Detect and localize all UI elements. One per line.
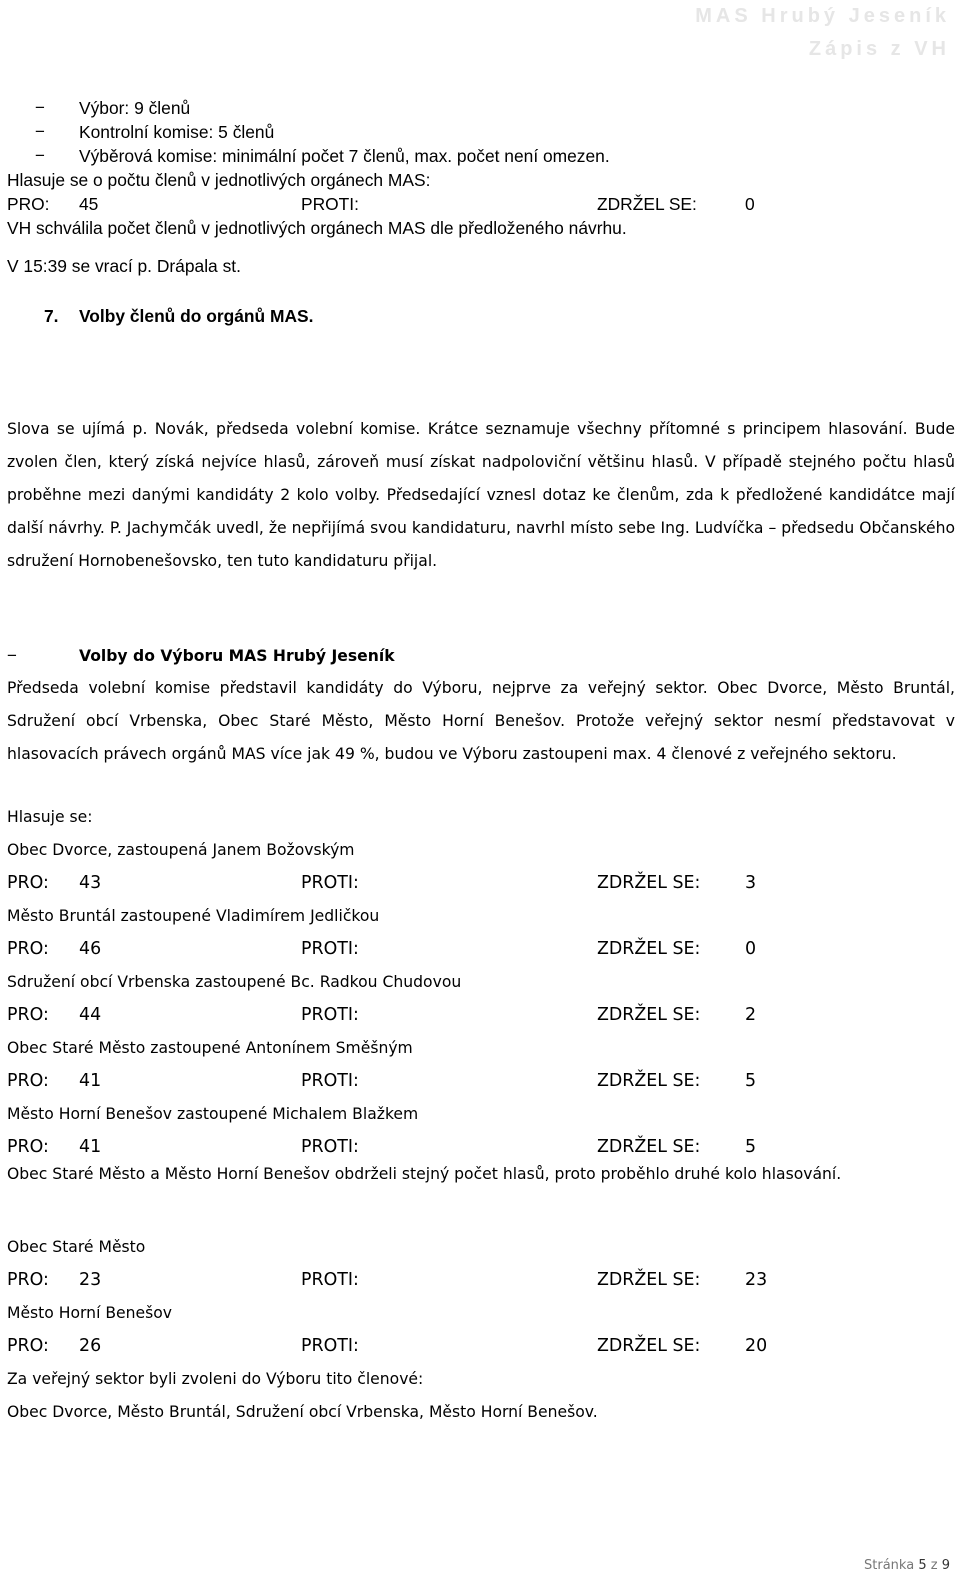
vote-row: [0, 1136, 960, 1158]
zdrzel-label: ZDRŽEL SE:: [597, 939, 701, 959]
zdrzel-label: ZDRŽEL SE:: [597, 1005, 701, 1025]
footer-page: 5: [918, 1558, 927, 1573]
list-item: Výběrová komise: minimální počet 7 členů, max. počet není omezen.: [79, 146, 610, 166]
candidate-name: Obec Staré Město zastoupené Antonínem Směšným: [7, 1039, 413, 1057]
pro-label: PRO:: [7, 1071, 49, 1091]
pro-value: 41: [79, 1071, 102, 1091]
elected-intro: Za veřejný sektor byli zvoleni do Výboru tito členové:: [7, 1370, 424, 1388]
pro-value: 23: [79, 1270, 102, 1290]
pro-label: PRO:: [7, 1137, 49, 1157]
section-number: 7.: [44, 306, 59, 326]
zdrzel-value: 0: [745, 939, 757, 959]
zdrzel-label: ZDRŽEL SE:: [597, 1071, 701, 1091]
pro-value: 46: [79, 939, 102, 959]
return-note: V 15:39 se vrací p. Drápala st.: [7, 256, 241, 276]
elected-list: Obec Dvorce, Město Bruntál, Sdružení obcí Vrbenska, Město Horní Benešov.: [7, 1403, 598, 1421]
pro-label: PRO:: [7, 1270, 49, 1290]
pro-label: PRO:: [7, 194, 50, 214]
vote-row: [0, 1004, 960, 1026]
proti-label: PROTI:: [301, 194, 359, 214]
zdrzel-label: ZDRŽEL SE:: [597, 1270, 701, 1290]
pro-label: PRO:: [7, 939, 49, 959]
tie-note: Obec Staré Město a Město Horní Benešov obdrželi stejný počet hlasů, proto proběhlo druhé kolo hlasování.: [7, 1165, 842, 1183]
section-title: Volby členů do orgánů MAS.: [79, 306, 314, 326]
candidate-name: Město Horní Benešov: [7, 1304, 173, 1322]
proti-label: PROTI:: [301, 1336, 359, 1356]
zdrzel-value: 0: [745, 194, 755, 214]
zdrzel-value: 20: [745, 1336, 768, 1356]
candidate-name: Město Bruntál zastoupené Vladimírem Jedličkou: [7, 907, 380, 925]
candidate-name: Obec Staré Město: [7, 1238, 146, 1256]
vote-intro: Hlasuje se o počtu členů v jednotlivých orgánech MAS:: [7, 170, 431, 190]
zdrzel-value: 5: [745, 1071, 757, 1091]
vote-row: [0, 193, 960, 215]
pro-value: 43: [79, 873, 102, 893]
vote-row: [0, 1269, 960, 1291]
list-item: Kontrolní komise: 5 členů: [79, 122, 275, 142]
pro-value: 45: [79, 194, 99, 214]
proti-label: PROTI:: [301, 873, 359, 893]
paragraph-candidates: Předseda volební komise představil kandidáty do Výboru, nejprve za veřejný sektor. Obec Dvorce, Město Bruntál, Sdružení obcí Vrbenska, Obec Staré Město, Město Horní Benešov. Protože veřejný sektor nesmí představovat v hlasovacích právech orgánů MAS více jak 49 %, budou ve Výboru zastoupeni max. 4 členové z veřejného sektoru.: [7, 679, 955, 763]
pro-label: PRO:: [7, 873, 49, 893]
zdrzel-value: 23: [745, 1270, 768, 1290]
zdrzel-value: 5: [745, 1137, 757, 1157]
header-doc: Zápis z VH: [808, 38, 950, 60]
candidate-name: Obec Dvorce, zastoupená Janem Božovským: [7, 841, 355, 859]
list-dash: −: [35, 146, 45, 165]
zdrzel-label: ZDRŽEL SE:: [597, 1336, 701, 1356]
footer-total: 9: [941, 1558, 950, 1573]
proti-label: PROTI:: [301, 1005, 359, 1025]
proti-label: PROTI:: [301, 1137, 359, 1157]
vote-row: [0, 1070, 960, 1092]
subsection-dash: −: [7, 646, 17, 665]
footer-sep: z: [930, 1558, 938, 1573]
pro-label: PRO:: [7, 1005, 49, 1025]
proti-label: PROTI:: [301, 1071, 359, 1091]
candidate-name: Sdružení obcí Vrbenska zastoupené Bc. Radkou Chudovou: [7, 973, 462, 991]
footer-label: Stránka: [864, 1558, 915, 1573]
subsection-title: Volby do Výboru MAS Hrubý Jeseník: [79, 647, 395, 665]
list-dash: −: [35, 122, 45, 141]
zdrzel-value: 3: [745, 873, 757, 893]
pro-label: PRO:: [7, 1336, 49, 1356]
list-dash: −: [35, 98, 45, 117]
proti-label: PROTI:: [301, 1270, 359, 1290]
candidate-name: Město Horní Benešov zastoupené Michalem Blažkem: [7, 1105, 419, 1123]
zdrzel-label: ZDRŽEL SE:: [597, 1137, 701, 1157]
zdrzel-label: ZDRŽEL SE:: [597, 194, 697, 214]
vote-row: [0, 938, 960, 960]
list-item: Výbor: 9 členů: [79, 98, 191, 118]
pro-value: 41: [79, 1137, 102, 1157]
pro-value: 26: [79, 1336, 102, 1356]
hlasuje-se: Hlasuje se:: [7, 808, 93, 826]
proti-label: PROTI:: [301, 939, 359, 959]
pro-value: 44: [79, 1005, 102, 1025]
approved-note: VH schválila počet členů v jednotlivých orgánech MAS dle předloženého návrhu.: [7, 218, 627, 238]
paragraph-intro: Slova se ujímá p. Novák, předseda volební komise. Krátce seznamuje všechny přítomné s principem hlasování. Bude zvolen člen, který získá nejvíce hlasů, zároveň musí získat nadpoloviční většinu hlasů. V případě stejného počtu hlasů proběhne mezi danými kandidáty 2 kolo volby. Předsedající vznesl dotaz ke členům, zda k předložené kandidátce mají další návrhy. P. Jachymčák uvedl, že nepřijímá svou kandidaturu, navrhl místo sebe Ing. Ludvíčka – předsedu Občanského sdružení Hornobenešovsko, ten tuto kandidaturu přijal.: [7, 420, 955, 570]
vote-row: [0, 872, 960, 894]
header-org: MAS Hrubý Jeseník: [695, 5, 950, 27]
page-footer: [864, 1558, 950, 1573]
vote-row: [0, 1335, 960, 1357]
zdrzel-value: 2: [745, 1005, 757, 1025]
zdrzel-label: ZDRŽEL SE:: [597, 873, 701, 893]
